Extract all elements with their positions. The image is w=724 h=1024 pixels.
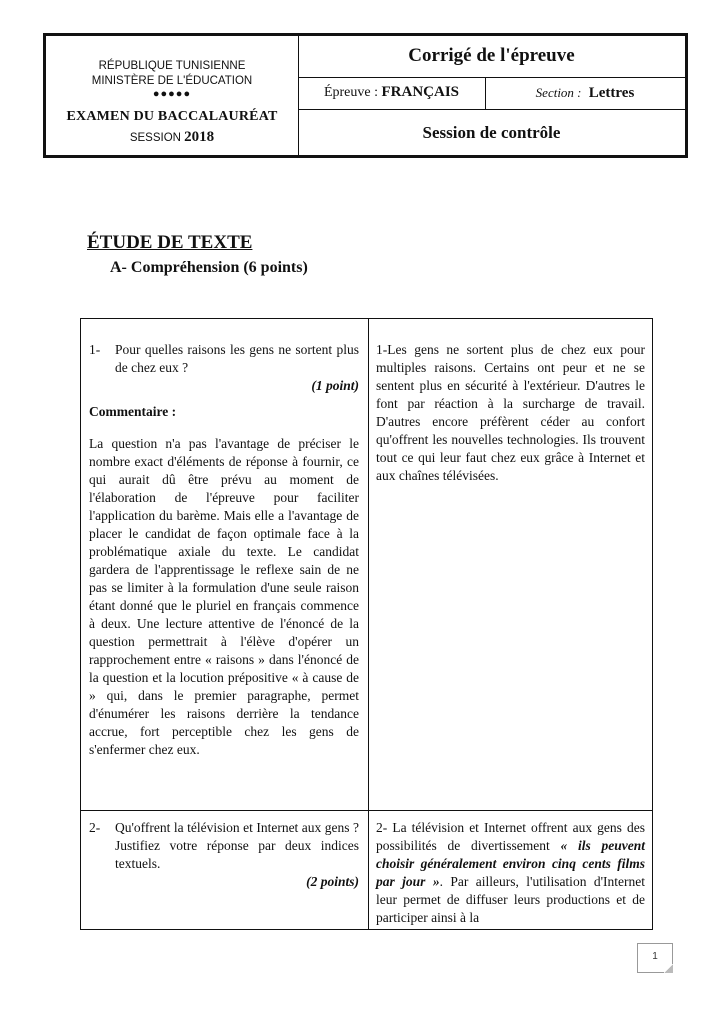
question-1-cell	[89, 341, 359, 759]
exam-title: EXAMEN DU BACCALAURÉAT	[66, 109, 278, 124]
section-label: Section :	[535, 85, 582, 100]
answer-2-text	[376, 819, 645, 927]
column-divider	[368, 319, 369, 929]
question-1-text: Pour quelles raisons les gens ne sortent plus de chez eux ?	[115, 342, 359, 375]
section-cell	[485, 77, 685, 109]
session-label: SESSION	[129, 132, 181, 144]
section-value: Lettres	[588, 85, 635, 101]
session-year: 2018	[184, 129, 215, 145]
answer-1-text: 1-Les gens ne sortent plus de chez eux pour multiples raisons. Certains ont peur et ne se sentent plus en sécurité à l'extérieur. D'autres le font par réaction à la surcharge de travail. D'autres encore préfèrent céder au confort qu'offrent les nouvelles technologies. Ils trouvent tout ce qui leur faut chez eux grâce à Internet et aux chaînes télévisées.	[376, 342, 645, 483]
row-divider	[81, 810, 652, 811]
answer-2-quote: « ils peuvent choisir généralement environ cinq cents films par jour »	[376, 838, 646, 889]
subject-cell	[298, 77, 486, 109]
republic-label: RÉPUBLIQUE TUNISIENNE	[98, 60, 246, 72]
exam-subject-row	[298, 77, 685, 110]
questions-table	[80, 318, 653, 930]
separator-dots: ●●●●●	[152, 88, 192, 100]
comment-label: Commentaire :	[89, 404, 177, 419]
session-type: Session de contrôle	[422, 123, 561, 142]
session-line	[46, 129, 298, 146]
subject-value: FRANÇAIS	[381, 84, 460, 100]
ministry-label: MINISTÈRE DE L'ÉDUCATION	[91, 75, 253, 87]
subsection-title: A- Compréhension (6 points)	[110, 259, 308, 276]
header-institution	[46, 36, 299, 155]
question-2-text: Qu'offrent la télévision et Internet aux gens ? Justifiez votre réponse par deux indices textuels.	[115, 820, 359, 871]
header-exam-info	[298, 36, 685, 155]
page-number: 1	[637, 943, 673, 973]
answer-1-cell	[376, 341, 645, 485]
exam-header	[43, 33, 688, 158]
correction-title: Corrigé de l'épreuve	[298, 36, 685, 78]
comment-text: La question n'a pas l'avantage de préciser le nombre exact d'éléments de réponse à fournir, ce qui aurait dû être prévu au moment de l'élaboration de l'épreuve pour faciliter l'application du barème. Mais elle a l'avantage de placer le candidat de façon optimale face à la problématique axiale du texte. Le candidat gardera de l'apprentissage le reflexe sain de ne pas se limiter à la formulation d'une seule raison étant donné que le pluriel en français commence à deux. Une lecture attentive de l'énoncé de la question permettrait à l'élève d'opérer un rapprochement entre « raisons » dans l'énoncé de la question et la locution prépositive « à cause de » qui, dans le premier paragraphe, permet d'énumérer les raisons derrière la tendance accrue, fort perceptible chez les gens de s'enfermer chez eux.	[89, 436, 359, 757]
answer-2-cell	[376, 819, 645, 927]
question-2-cell	[89, 819, 359, 891]
answer-2-end: . Par ailleurs, l'utilisation d'Internet leur permet de diffuser leurs productions et de participer ainsi à la	[376, 874, 645, 925]
subject-label: Épreuve :	[323, 85, 378, 100]
question-1-points: (1 point)	[311, 378, 359, 393]
section-title: ÉTUDE DE TEXTE	[87, 232, 253, 253]
question-2-points: (2 points)	[306, 874, 359, 889]
question-1-number: 1-	[89, 342, 101, 357]
answer-2-start: 2- La télévision et Internet offrent aux gens des possibilités de divertissement	[376, 820, 645, 853]
question-2-number: 2-	[89, 820, 101, 835]
